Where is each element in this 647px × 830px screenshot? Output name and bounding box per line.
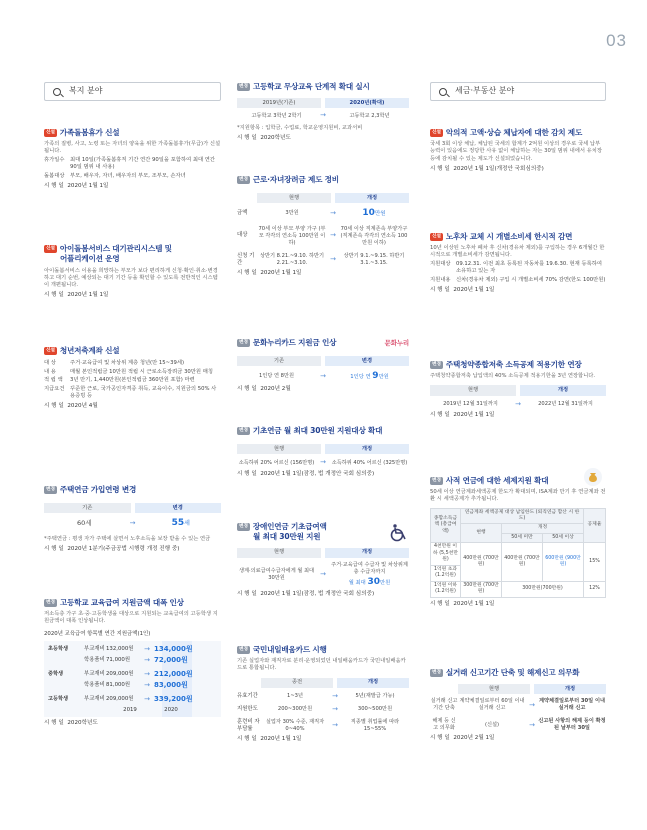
section-title: 주택청약종합저축 소득공제 적용기한 연장 xyxy=(445,360,582,369)
when-value: 2020년 1월 1일(개정안 국회심의중) xyxy=(453,165,544,172)
section-desc: 가족의 질병, 사고, 노령 또는 자녀의 양육을 위한 가족돌봄휴가(무급)가 신설됩니다. xyxy=(44,141,221,155)
arrow-right-icon: → xyxy=(144,669,150,678)
section-desc: 아이돌봄서비스 이용을 희망하는 부모가 보다 편리하게 신청·확인·취소·변경하고 대기 순번, 예상되는 대기 기간 등을 확인할 수 있도록 전반적인 시스템이 개편됩니다. xyxy=(44,267,218,288)
section-earned-income-credit xyxy=(237,175,409,278)
note: *지원항목 : 입학금, 수업료, 학교운영지원비, 교과서비 xyxy=(237,124,363,131)
when-label: 시 행 일 xyxy=(237,470,257,477)
new-prefix: 월 최대 xyxy=(348,579,368,586)
value-2020: 83,000원 xyxy=(154,681,188,690)
search-title: 세금·부동산 분야 xyxy=(455,86,515,96)
new-value: 55 xyxy=(171,518,185,529)
school-label: 고등학생 xyxy=(48,695,69,702)
when-label: 시 행 일 xyxy=(44,545,64,552)
arrow-right-icon: → xyxy=(320,458,326,467)
tag: 변경 xyxy=(432,669,441,675)
old-label: 기존 xyxy=(237,356,321,366)
section-culture-card xyxy=(237,338,409,393)
old-label: 현행 xyxy=(430,385,516,395)
new-value: 주거·교육급여 수급자 및 차상위계층 수급자까지 xyxy=(331,561,408,575)
when-value: 2020년 1월 1일 xyxy=(67,291,109,298)
arrow-right-icon: → xyxy=(144,681,150,690)
old-value: 2019년 12월 31일까지 xyxy=(443,400,498,407)
new-value: 2022년 12월 31일까지 xyxy=(538,400,593,407)
new-unit: 만원 xyxy=(374,211,386,218)
when-value: 2020년 1분기(주금공법 시행령 개정 진행 중) xyxy=(67,545,180,552)
pension-table xyxy=(430,508,606,598)
section-housing-pension xyxy=(44,485,221,553)
th-revised: 개정 xyxy=(502,524,584,533)
th-over50: 50세 이상 xyxy=(543,533,584,542)
section-title: 근로·자녀장려금 제도 정비 xyxy=(252,175,339,184)
when-value: 2020년 4월 xyxy=(67,403,98,410)
section-title: 가족돌봄휴가 신설 xyxy=(59,128,120,137)
new-year: 2020년(확대) xyxy=(325,98,409,108)
old-label: 현행 xyxy=(237,444,321,454)
when-value: 2020년 1월 1일 xyxy=(453,411,495,418)
tag: 변경 xyxy=(239,176,248,182)
section-title: 문화누리카드 지원금 인상 xyxy=(252,338,337,347)
arrow-right-icon: → xyxy=(320,371,326,380)
row-value: 주거·교육급여 및 차상위 계층 청년(만 15~39세) xyxy=(70,359,185,366)
new-unit: 만원 xyxy=(378,374,389,381)
section-youth-savings xyxy=(44,346,221,411)
old-value: 200~300만원 xyxy=(277,706,313,713)
arrow-right-icon: → xyxy=(129,518,136,527)
item-label: 학용품비 xyxy=(84,657,105,664)
cell: 400만원 (700만원) xyxy=(502,543,543,581)
arrow-right-icon: → xyxy=(144,656,150,665)
new-value: 신고된 사항의 해제 등이 확정된 날부터 30일 xyxy=(538,718,606,732)
row-key: 유효기간 xyxy=(237,692,258,699)
new-label: 변경 xyxy=(325,356,409,366)
value-2020: 134,000원 xyxy=(154,644,193,653)
search-icon xyxy=(53,88,61,96)
th-under50: 50세 미만 xyxy=(502,533,543,542)
old-value: 60세 xyxy=(76,519,92,528)
section-free-high-school xyxy=(237,82,409,143)
old-value: 3만원 xyxy=(285,209,299,216)
section-title: 기초연금 월 최대 30만원 지원대상 확대 xyxy=(252,426,383,435)
when-label: 시 행 일 xyxy=(430,165,450,172)
search-title: 복지 분야 xyxy=(69,86,103,96)
section-title: 아이돌봄서비스 대기관리시스템 및 xyxy=(59,244,172,253)
when-value: 2020년 1월 1일(잠정, 법 개정안 국회 심의중) xyxy=(260,470,375,477)
row-key: 훈련비 자부담률 xyxy=(237,718,260,732)
row-key: 실거래 신고기간 단축 xyxy=(430,698,458,712)
when-value: 2020년 1월 1일 xyxy=(67,183,109,190)
when-label: 시 행 일 xyxy=(44,291,64,298)
section-title: 장애인연금 기초급여액 xyxy=(252,522,327,531)
when-value: 2020년 1월 1일 xyxy=(260,270,302,277)
when-value: 2020학년도 xyxy=(260,134,291,141)
when-label: 시 행 일 xyxy=(237,736,257,743)
row-key: 대상 xyxy=(237,232,248,239)
item-label: 학용품비 xyxy=(84,682,105,689)
section-basic-pension xyxy=(237,426,409,478)
when-label: 시 행 일 xyxy=(430,287,450,294)
new-value: 70세 이상 직계존속 부양가구 (직계존속 각각의 연소득 100만원 이하) xyxy=(340,225,408,246)
new-value: 고등학교 2,3학년 xyxy=(349,112,390,119)
section-title: 악의적 고액·상습 체납자에 대한 감치 제도 xyxy=(445,128,583,137)
new-value: 소득하위 40% 어르신 (325만명) xyxy=(331,459,408,466)
cell: 600만원 (900만원) xyxy=(543,543,584,581)
section-education-benefit xyxy=(44,598,221,728)
old-label: 현행 xyxy=(257,193,331,203)
tag: 신설 xyxy=(432,129,441,135)
value-2019: 132,000원 xyxy=(106,645,134,652)
section-title: 고등학교 교육급여 지원금액 대폭 인상 xyxy=(59,598,184,607)
year-label: 2020 xyxy=(164,707,178,714)
when-label: 시 행 일 xyxy=(237,385,257,392)
cell: 400만원 (700만원) xyxy=(461,543,502,581)
arrow-right-icon: → xyxy=(330,208,336,217)
tag: 변경 xyxy=(46,599,55,605)
note: *주택연금 : 평생 자가 주택에 살면서 노후소득을 보장 받을 수 있는 연금 xyxy=(44,535,211,542)
when-value: 2020학년도 xyxy=(67,720,98,727)
when-label: 시 행 일 xyxy=(237,270,257,277)
old-value: 소득하위 20% 어르신 (156만명) xyxy=(238,459,315,466)
th-rate: 공제율 xyxy=(584,508,606,543)
arrow-right-icon: → xyxy=(529,700,535,709)
row-value: 최대 10일(가족돌봄휴직 기간 연간 90일을 포함하여 최대 연간 90일 범위 내 사용) xyxy=(70,157,216,171)
section-childcare-system xyxy=(44,244,221,299)
th-current: 현행 xyxy=(461,524,502,543)
new-label: 개정 xyxy=(325,444,409,454)
when-value: 2020년 1월 1일(잠정, 법 개정안 국회 심의중) xyxy=(260,590,375,597)
th-group: 연금계좌 세액공제 대상 납입한도 (퇴직연금 합산 시 한도) xyxy=(461,508,584,524)
new-value: 10 xyxy=(362,208,375,219)
tag: 변경 xyxy=(432,477,441,483)
new-value: 5년(재발급 가능) xyxy=(355,692,395,699)
tag: 신설 xyxy=(46,347,55,353)
value-2019: 81,000원 xyxy=(106,682,131,689)
new-label: 개정 xyxy=(325,548,409,558)
row-key: 신청 기간 xyxy=(237,252,255,266)
value-2019: 71,000원 xyxy=(106,657,131,664)
tag: 신설 xyxy=(432,233,441,239)
section-desc: 10년 이상된 노후차 폐차 후 신차(경유차 제외)를 구입하는 경우 6개월간 한시적으로 개별소비세가 감면됩니다. xyxy=(430,245,605,259)
row-key: 대 상 xyxy=(44,359,56,366)
when-label: 시 행 일 xyxy=(44,403,64,410)
arrow-right-icon: → xyxy=(320,570,326,578)
when-label: 시 행 일 xyxy=(44,183,64,190)
row-key: 지원내용 xyxy=(430,277,451,283)
section-title: 노후차 교체 시 개별소비세 한시적 감면 xyxy=(445,232,573,241)
item-label: 부교재비 xyxy=(84,670,105,677)
tag: 변경 xyxy=(239,339,248,345)
old-value: 1~3년 xyxy=(287,692,303,699)
tag: 변경 xyxy=(46,486,55,492)
arrow-right-icon: → xyxy=(515,399,521,408)
old-year: 2019년(기존) xyxy=(237,98,321,108)
new-value: 계약체결일로부터 30일 이내 실거래 신고 xyxy=(539,698,605,712)
row-key: 휴가일수 xyxy=(44,157,65,164)
row-value: 신차(경유차 제외) 구입 시 개별소비세 70% 감면(한도 100만원) xyxy=(456,277,606,283)
item-label: 부교재비 xyxy=(84,695,105,702)
cell: 300만원(700만원) xyxy=(502,581,584,597)
row-key: 지원대상 xyxy=(430,261,451,268)
section-housing-savings xyxy=(430,360,606,420)
section-title: 실거래 신고기간 단축 및 해제신고 의무화 xyxy=(445,668,580,677)
when-label: 시 행 일 xyxy=(430,735,450,742)
new-value: 300~500만원 xyxy=(357,706,393,713)
when-label: 시 행 일 xyxy=(430,411,450,418)
wheelchair-icon xyxy=(389,524,409,542)
culture-logo: 문화누리 xyxy=(384,338,409,347)
tag: 신설 xyxy=(46,245,55,251)
subtitle: 2020년 교육급여 항목별 연간 지원금액(1인) xyxy=(44,630,151,637)
when-label: 시 행 일 xyxy=(44,720,64,727)
when-label: 시 행 일 xyxy=(237,134,257,141)
section-desc: 기존 실업자와 재직자로 분리·운영되었던 내일배움카드가 국민내일배움카드로 통합됩니다. xyxy=(237,658,406,672)
new-label: 개정 xyxy=(335,193,409,203)
row-key: 적 립 액 xyxy=(44,377,63,384)
search-icon xyxy=(439,88,447,96)
section-training-card xyxy=(237,645,409,744)
value-2020: 339,200원 xyxy=(154,694,193,703)
row-key: 지급요건 xyxy=(44,386,65,393)
new-label: 개정 xyxy=(534,684,606,694)
old-value: 실업자 30% 수준, 재직자 0~40% xyxy=(265,718,325,732)
section-title: 주택연금 가입연령 변경 xyxy=(59,485,137,494)
arrow-right-icon: → xyxy=(330,231,336,240)
section-title-line2: 어플리케이션 운영 xyxy=(60,254,120,264)
section-title: 고등학교 무상교육 단계적 확대 실시 xyxy=(252,82,370,91)
value-2020: 72,000원 xyxy=(154,656,188,665)
tag: 변경 xyxy=(239,646,248,652)
old-label: 현행 xyxy=(458,684,530,694)
row-key: 내 용 xyxy=(44,368,56,375)
section-desc: 주택청약종합저축 납입액의 40% 소득공제 적용기한을 3년 연장합니다. xyxy=(430,373,596,380)
cell: 1억원 이하 (1.2억원) xyxy=(431,581,461,597)
when-label: 시 행 일 xyxy=(430,600,450,607)
when-value: 2020년 2월 xyxy=(260,385,291,392)
new-label: 변경 xyxy=(135,503,222,513)
item-label: 부교재비 xyxy=(84,645,105,652)
row-value: 꾸준한 근로, 국가공인자격증 취득, 교육이수, 지원금의 50% 사용증빙 등 xyxy=(70,386,217,400)
section-real-estate-report xyxy=(430,668,606,743)
old-label: 종전 xyxy=(261,678,333,688)
cell: 300만원 (700만원) xyxy=(461,581,502,597)
new-unit: 세 xyxy=(184,520,190,528)
row-key: 금액 xyxy=(237,209,248,216)
arrow-right-icon: → xyxy=(332,721,338,730)
money-bag-icon xyxy=(584,468,602,486)
section-family-care-leave xyxy=(44,128,221,191)
section-desc: 저소득층 가구 초·중·고등학생을 대상으로 지원되는 교육급여의 고등학생 지원금액이 대폭 인상됩니다. xyxy=(44,611,218,625)
old-value: 1인당 연 8만원 xyxy=(259,372,294,379)
old-value: 70세 이상 부모 부양 가구 (부모 각각의 연소득 100만원 이하) xyxy=(258,225,326,246)
new-unit: 만원 xyxy=(380,579,391,586)
cell: 4천만원 이하 (5,5천만원) xyxy=(431,543,461,565)
value-2019: 209,000원 xyxy=(106,695,134,702)
tag: 변경 xyxy=(432,361,441,367)
value-2020: 212,000원 xyxy=(154,669,193,678)
section-title-line2: 월 최대 30만원 지원 xyxy=(253,532,321,542)
old-label: 기존 xyxy=(44,503,131,513)
new-label: 개정 xyxy=(520,385,606,395)
arrow-right-icon: → xyxy=(320,111,326,120)
new-value: 직종별 취업률에 따라 15~55% xyxy=(350,718,400,732)
section-disability-pension xyxy=(237,522,409,598)
row-value: 09.12.31. 이전 최초 등록된 자동차를 19.6.30. 현재 등록하여 소유하고 있는 자 xyxy=(456,261,602,275)
arrow-right-icon: → xyxy=(330,255,336,264)
when-value: 2020년 1월 1일 xyxy=(453,287,495,294)
section-old-car-tax xyxy=(430,232,606,295)
old-label: 현행 xyxy=(237,548,321,558)
row-key: 돌봄대상 xyxy=(44,173,65,179)
when-label: 시 행 일 xyxy=(237,590,257,597)
section-tax-detention xyxy=(430,128,606,173)
school-label: 중학생 xyxy=(48,670,64,677)
when-value: 2020년 1월 1일 xyxy=(453,600,495,607)
row-key: 해제 등 신고 의무화 xyxy=(432,718,456,732)
tag: 신설 xyxy=(46,129,55,135)
cell: 12% xyxy=(584,581,606,597)
when-value: 2020년 2월 1일 xyxy=(453,735,495,742)
page-number: 03 xyxy=(606,31,627,50)
old-value: (신설) xyxy=(484,721,500,728)
search-box xyxy=(430,82,606,101)
tag: 변경 xyxy=(239,83,248,89)
school-label: 초등학생 xyxy=(48,646,69,653)
new-prefix: 1인당 연 xyxy=(350,374,373,381)
old-value: 고등학교 3학년 2학기 xyxy=(251,112,302,119)
section-title: 청년저축계좌 신설 xyxy=(59,346,120,355)
new-value: 9 xyxy=(372,371,379,382)
arrow-right-icon: → xyxy=(144,644,150,653)
when-value: 2020년 1월 1일 xyxy=(260,736,302,743)
tag: 변경 xyxy=(239,523,248,529)
search-box xyxy=(44,82,221,101)
row-value: 매월 본인적립금 10만원 적립 시 근로소득장려금 30만원 매칭 xyxy=(70,368,213,375)
new-label: 개정 xyxy=(337,678,409,688)
arrow-right-icon: → xyxy=(332,691,338,700)
arrow-right-icon: → xyxy=(144,694,150,703)
old-value: 생계·의료급여수급자에게 월 최대 30만원 xyxy=(238,567,315,581)
section-desc: 50세 이상 연금계좌세액공제 한도가 확대되며, ISA계좌 만기 후 연금계좌 전환 시 세액공제가 추가됩니다. xyxy=(430,489,606,503)
arrow-right-icon: → xyxy=(529,720,535,729)
tag: 변경 xyxy=(239,427,248,433)
cell: 1억원 초과 (1.2억원) xyxy=(431,565,461,581)
section-desc: 국세 3회 이상 체납, 체납된 국세의 합계가 2억원 이상의 경우로 국세 납부 능력이 있음에도 정당한 사유 없이 체납하는 자는 30일 범위 내에서 유치장 등에 감치될 수 있는 제도가 신설되었습니다. xyxy=(430,141,602,162)
value-2019: 209,000원 xyxy=(106,670,134,677)
old-value: 계약체결일로부터 60일 이내 실거래 신고 xyxy=(459,698,525,712)
new-amount: 30 xyxy=(367,576,380,587)
row-key: 지원한도 xyxy=(237,706,258,713)
new-value: 상반기 9.1.~9.15. 하반기 3.1.~3.15. xyxy=(343,252,405,266)
section-title: 사적 연금에 대한 세제지원 확대 xyxy=(445,476,549,485)
year-label: 2019 xyxy=(123,707,137,714)
row-value: 3년 만기, 1,440만원(본인적립금 360만원 포함) 마련 xyxy=(70,377,195,384)
th-target: 종합소득금액 (총급여액) xyxy=(431,508,461,543)
old-value: 상반기 8.21.~9.10. 하반기 2.21.~3.10. xyxy=(259,252,325,266)
row-value: 부모, 배우자, 자녀, 배우자의 부모, 조부모, 손자녀 xyxy=(70,173,186,179)
cell: 15% xyxy=(584,543,606,581)
arrow-right-icon: → xyxy=(332,705,338,714)
benefit-chart xyxy=(44,641,221,717)
section-private-pension xyxy=(430,476,606,608)
section-title: 국민내일배움카드 시행 xyxy=(252,645,327,654)
